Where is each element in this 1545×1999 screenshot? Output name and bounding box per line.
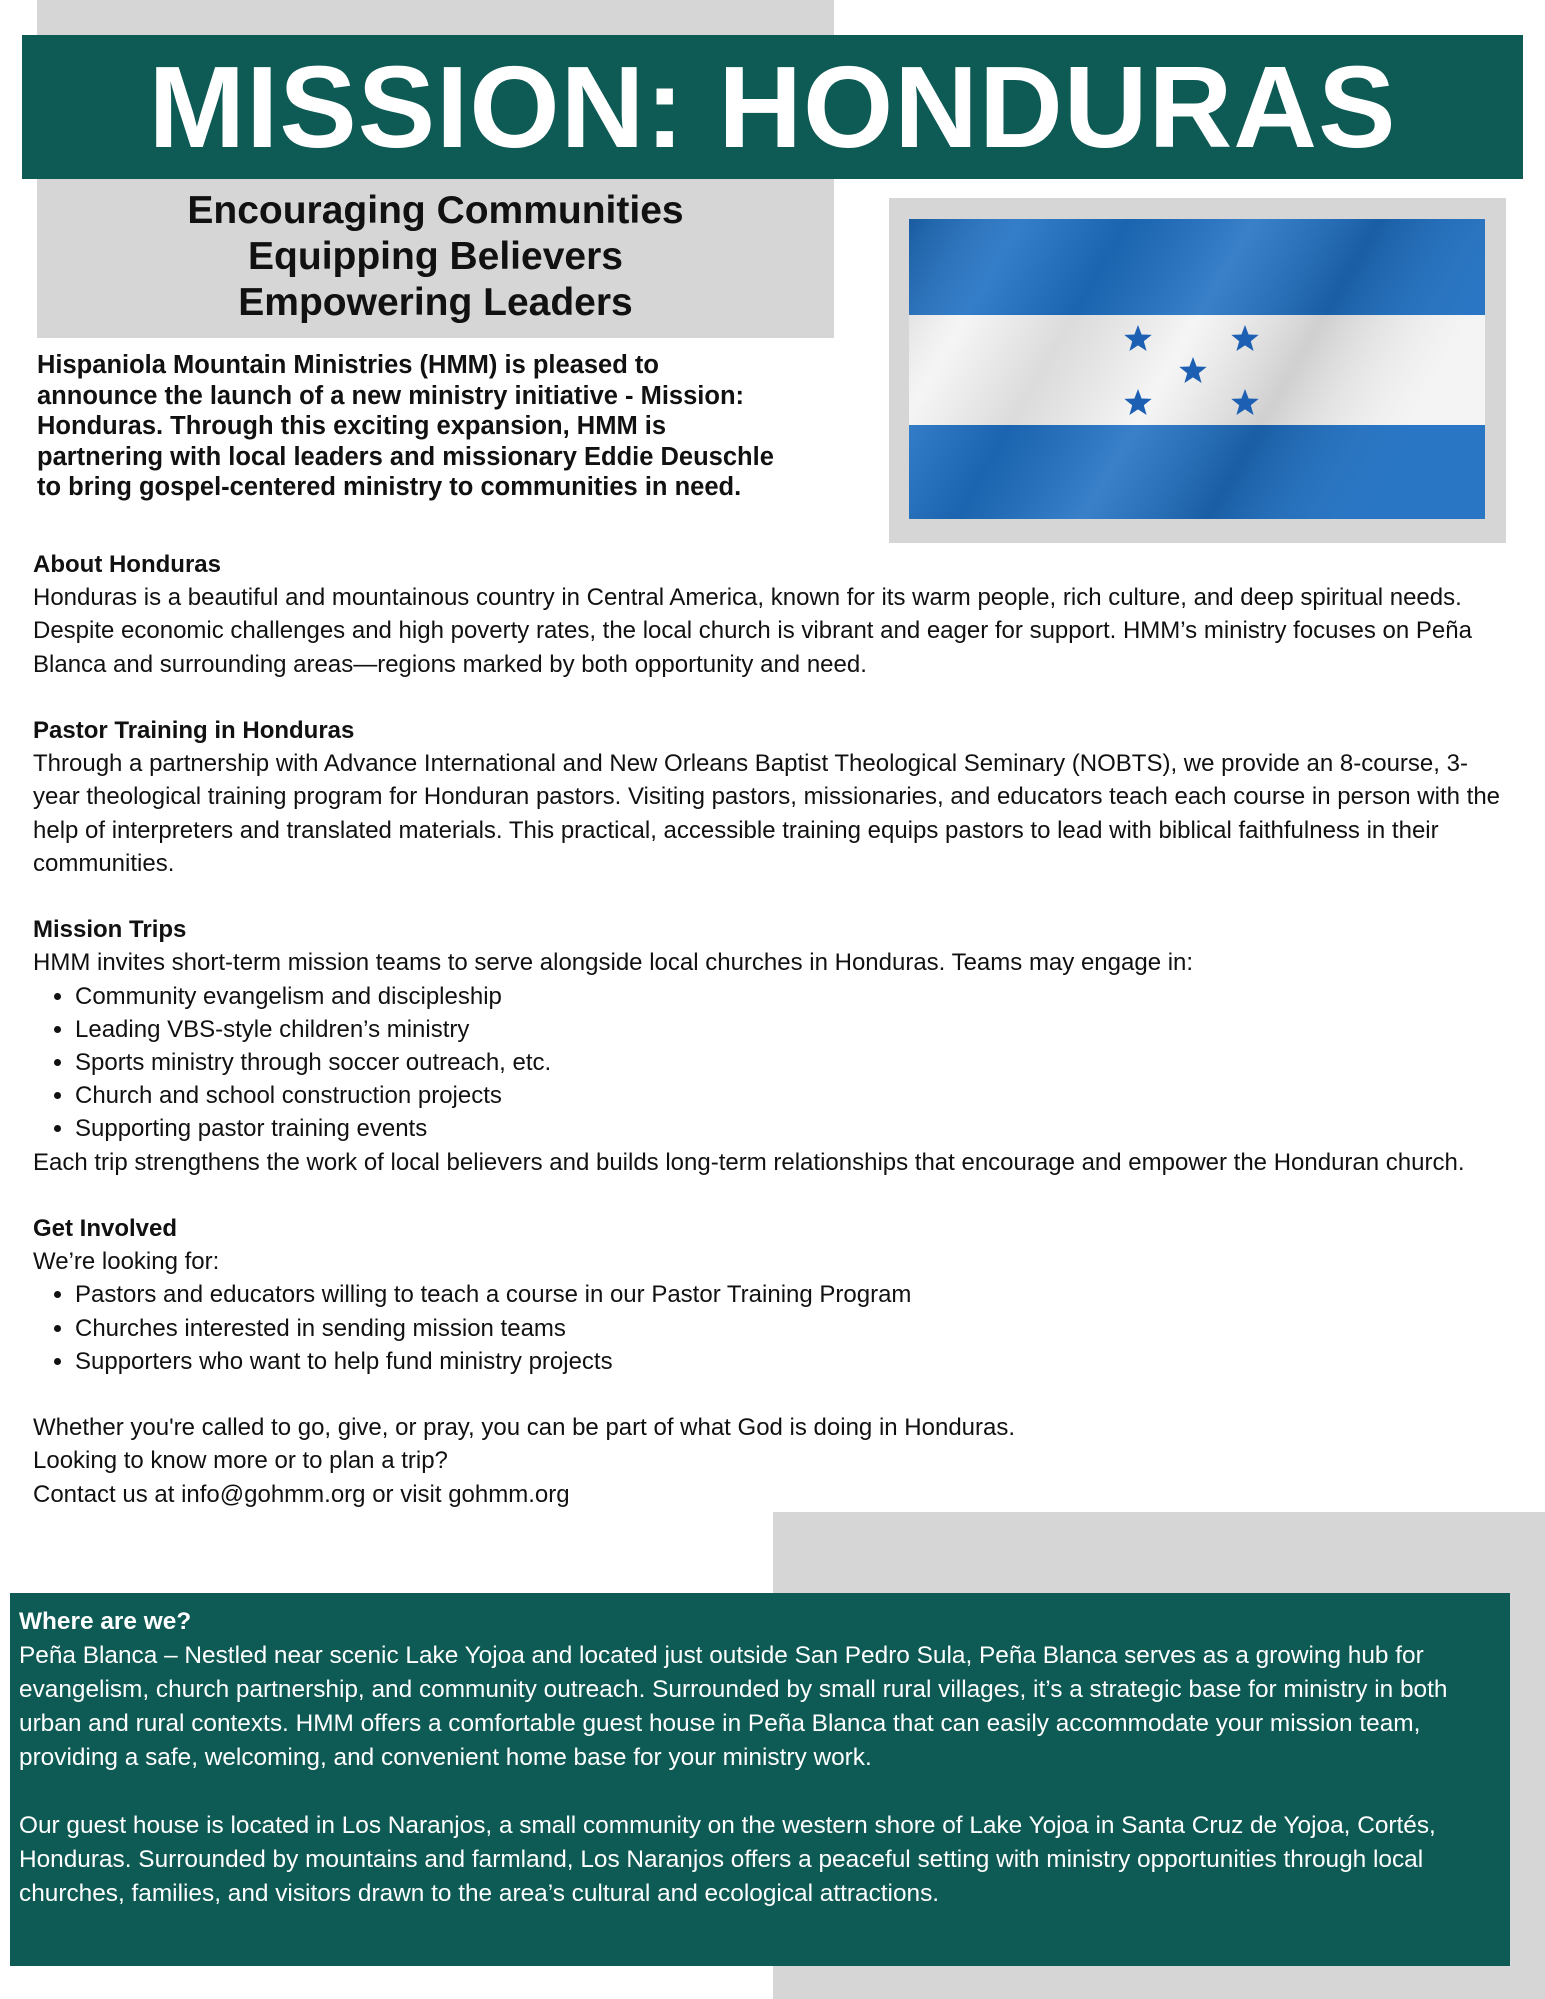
get-involved-heading: Get Involved <box>33 1215 178 1243</box>
about-body: Honduras is a beautiful and mountainous country in Central America, known for its warm people, rich culture, and deep spiritual needs. Despite economic challenges and high poverty rates, the local church is vibrant and eager for support. HMM’s ministry focuses on Peña Blanca and surrounding areas—regions marked by both opportunity and need. <box>33 584 1472 678</box>
tagline <box>37 188 834 326</box>
mission-trips-list <box>33 980 1513 1146</box>
tagline-line-3: Empowering Leaders <box>238 281 633 324</box>
mission-trips-section <box>33 913 1513 1179</box>
flag-frame <box>889 198 1506 543</box>
pastor-training-section <box>33 714 1513 880</box>
title-banner <box>22 35 1523 179</box>
list-item: • Leading VBS-style children’s ministry <box>75 1013 1513 1046</box>
list-item: • Supporting pastor training events <box>75 1112 1513 1145</box>
mission-trips-intro: HMM invites short-term mission teams to serve alongside local churches in Honduras. Teams may engage in: <box>33 949 1194 977</box>
honduras-flag-icon <box>909 219 1485 519</box>
where-are-we-box <box>10 1593 1510 1966</box>
list-item: • Church and school construction projects <box>75 1079 1513 1112</box>
tagline-line-1: Encouraging Communities <box>187 189 684 232</box>
where-heading: Where are we? <box>19 1608 192 1635</box>
page-title: MISSION: HONDURAS <box>148 42 1397 172</box>
tagline-line-2: Equipping Believers <box>248 235 623 278</box>
closing-line-3: Contact us at info@gohmm.org or visit gohmm.org <box>33 1480 570 1508</box>
about-heading: About Honduras <box>33 551 221 578</box>
get-involved-section <box>33 1212 1513 1378</box>
mission-trips-outro: Each trip strengthens the work of local believers and builds long-term relationships that encourage and empower the Honduran church. <box>33 1148 1465 1176</box>
list-item: • Sports ministry through soccer outreach, etc. <box>75 1046 1513 1079</box>
closing-section <box>33 1411 1513 1511</box>
pastor-training-body: Through a partnership with Advance International and New Orleans Baptist Theological Seminary (NOBTS), we provide an 8-course, 3-year theological training program for Honduran pastors. Visiting pastors, missionaries, and educators teach each course in person with the help of interpreters and translated materials. This practical, accessible training equips pastors to lead with biblical faithfulness in their communities. <box>33 750 1501 877</box>
get-involved-list <box>33 1278 1513 1378</box>
list-item: • Supporters who want to help fund ministry projects <box>75 1345 1513 1378</box>
list-item: • Community evangelism and discipleship <box>75 980 1513 1013</box>
main-content <box>33 548 1513 1511</box>
about-section <box>33 548 1513 681</box>
closing-line-2: Looking to know more or to plan a trip? <box>33 1447 448 1475</box>
intro-paragraph: Hispaniola Mountain Ministries (HMM) is pleased to announce the launch of a new ministry initiative - Mission: Honduras. Through this exciting expansion, HMM is partnering with local leaders and missionary Eddie Deuschle to bring gospel-centered ministry to communities in need. <box>37 351 774 501</box>
list-item: • Pastors and educators willing to teach a course in our Pastor Training Program <box>75 1278 1513 1311</box>
get-involved-intro: We’re looking for: <box>33 1248 220 1276</box>
mission-trips-heading: Mission Trips <box>33 916 187 944</box>
closing-line-1: Whether you're called to go, give, or pray, you can be part of what God is doing in Honduras. <box>33 1414 1016 1442</box>
where-paragraph-2: Our guest house is located in Los Naranjos, a small community on the western shore of Lake Yojoa in Santa Cruz de Yojoa, Cortés, Honduras. Surrounded by mountains and farmland, Los Naranjos offers a peaceful setting with ministry opportunities through local churches, families, and visitors drawn to the area’s cultural and ecological attractions. <box>19 1812 1436 1907</box>
pastor-training-heading: Pastor Training in Honduras <box>33 717 355 744</box>
where-paragraph-1: Peña Blanca – Nestled near scenic Lake Yojoa and located just outside San Pedro Sula, Peña Blanca serves as a growing hub for evangelism, church partnership, and community outreach. Surrounded by small rural villages, it’s a strategic base for ministry in both urban and rural contexts. HMM offers a comfortable guest house in Peña Blanca that can easily accommodate your mission team, providing a safe, welcoming, and convenient home base for your ministry work. <box>19 1642 1448 1771</box>
list-item: • Churches interested in sending mission teams <box>75 1312 1513 1345</box>
